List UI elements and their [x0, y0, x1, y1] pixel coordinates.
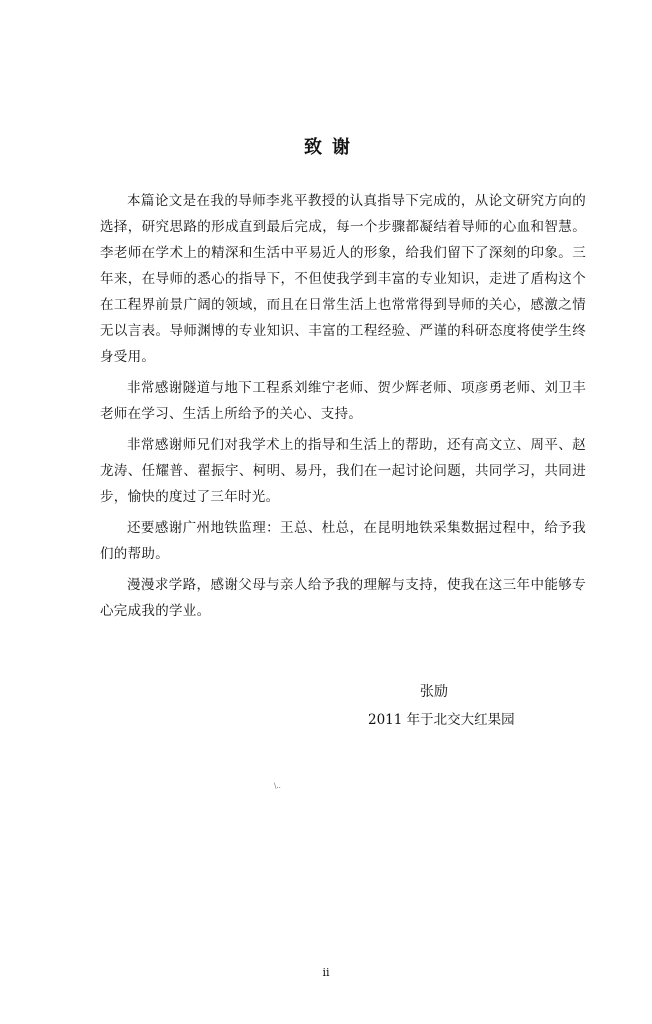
signature-date: 2011 年于北交大红果园	[368, 712, 515, 728]
paragraph: 本篇论文是在我的导师李兆平教授的认真指导下完成的，从论文研究方向的选择，研究思路的形成直到最后完成，每一个步骤都凝结着导师的心血和智慧。李老师在学术上的精深和生活中平易近人的形象，给我们留下了深刻的印象。三年来，在导师的悉心的指导下，不但使我学到丰富的专业知识，走进了盾构这个在工程界前景广阔的领域，而且在日常生活上也常常得到导师的关心，感激之情无以言表。导师渊博的专业知识、丰富的工程经验、严谨的科研态度将使学生终身受用。	[100, 193, 586, 365]
acknowledgement-body	[100, 188, 586, 629]
paragraph: 非常感谢隧道与地下工程系刘维宁老师、贺少辉老师、项彦勇老师、刘卫丰老师在学习、生活上所给予的关心、支持。	[100, 380, 586, 422]
stray-mark: \..	[274, 782, 281, 790]
page-title: 致谢	[304, 137, 360, 158]
signature-name: 张励	[420, 684, 448, 700]
paragraph: 漫漫求学路，感谢父母与亲人给予我的理解与支持，使我在这三年中能够专心完成我的学业。	[100, 577, 586, 619]
paragraph: 还要感谢广州地铁监理：王总、杜总，在昆明地铁采集数据过程中，给予我们的帮助。	[100, 520, 586, 562]
paragraph: 非常感谢师兄们对我学术上的指导和生活上的帮助，还有高文立、周平、赵龙涛、任耀普、翟振宇、柯明、易丹，我们在一起讨论问题，共同学习，共同进步，愉快的度过了三年时光。	[100, 437, 586, 505]
page-number: ii	[322, 966, 330, 979]
